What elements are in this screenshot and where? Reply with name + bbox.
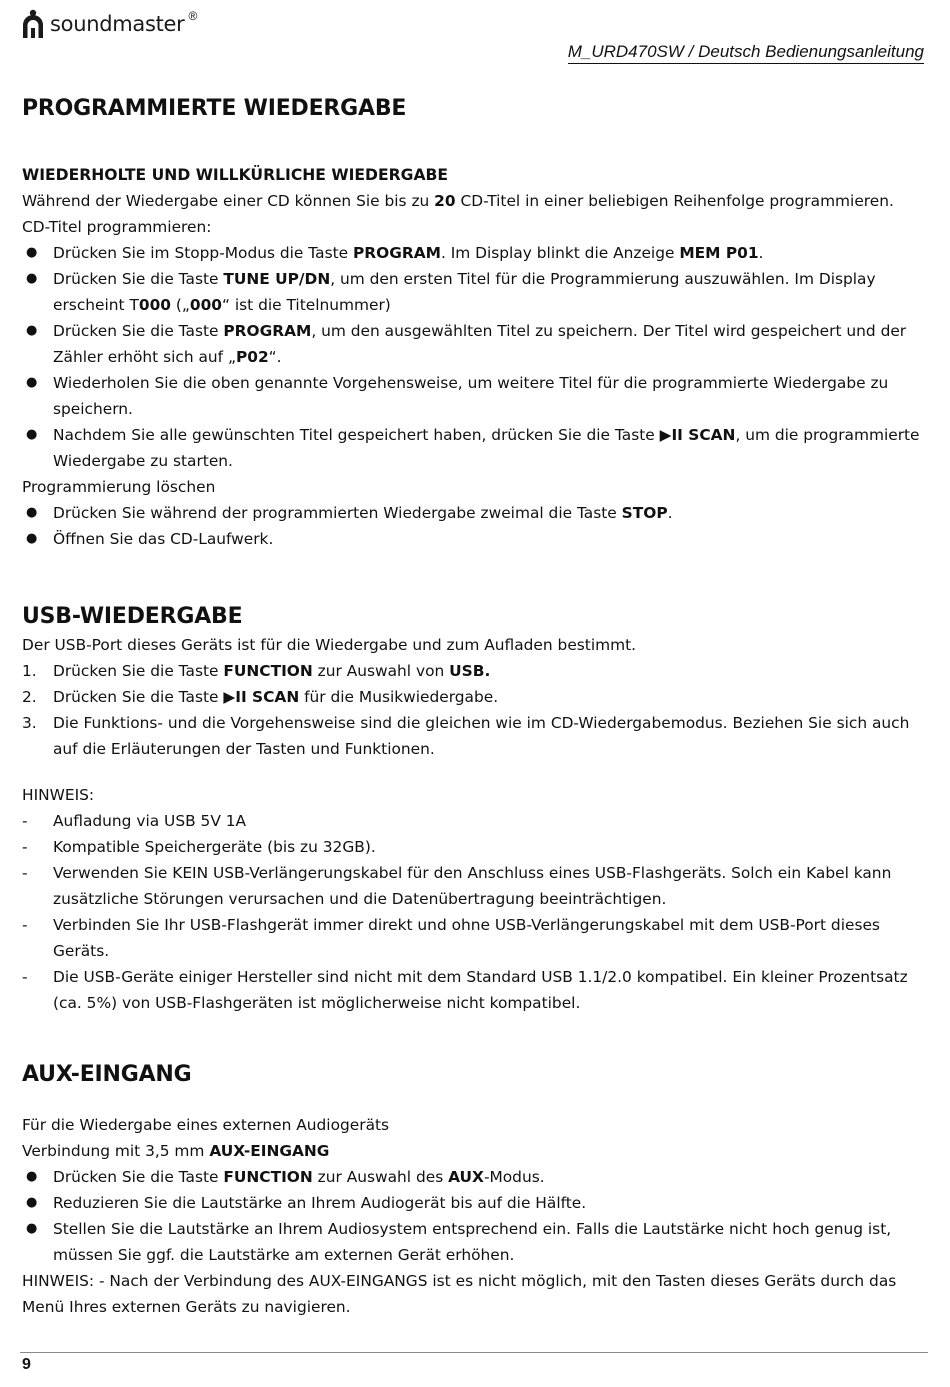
program-steps-list bbox=[22, 240, 932, 474]
list-item: ● Drücken Sie die Taste PROGRAM, um den ausgewählten Titel zu speichern. Der Titel wird gespeichert und der Zähler erhöht sich auf „P02“. bbox=[22, 318, 932, 370]
paragraph-aux-connection: Verbindung mit 3,5 mm AUX-EINGANG bbox=[22, 1142, 330, 1160]
list-item: ● Wiederholen Sie die oben genannte Vorgehensweise, um weitere Titel für die programmierte Wiedergabe zu speichern. bbox=[22, 370, 932, 422]
bullet-icon: ● bbox=[26, 245, 38, 260]
soundmaster-logo-icon bbox=[20, 8, 46, 40]
section-title-usb-playback: USB-WIEDERGABE bbox=[22, 604, 243, 629]
list-item: ● Reduzieren Sie die Lautstärke an Ihrem Audiogerät bis auf die Hälfte. bbox=[22, 1190, 932, 1216]
footer-divider bbox=[20, 1352, 928, 1353]
label-program-tracks: CD-Titel programmieren: bbox=[22, 218, 212, 236]
page-content bbox=[22, 94, 932, 1320]
list-item: - Die USB-Geräte einiger Hersteller sind nicht mit dem Standard USB 1.1/2.0 kompatibel. Ein kleiner Prozentsatz (ca. 5%) von USB-Flashgeräten ist möglicherweise nicht kompatibel. bbox=[22, 968, 908, 1012]
paragraph-usb-intro: Der USB-Port dieses Geräts ist für die Wiedergabe und zum Aufladen bestimmt. bbox=[22, 636, 637, 654]
bullet-icon: ● bbox=[26, 323, 38, 338]
bullet-icon: ● bbox=[26, 1195, 38, 1210]
list-item: 2. Drücken Sie die Taste ▶II SCAN für die Musikwiedergabe. bbox=[22, 688, 499, 706]
paragraph-intro: Während der Wiedergabe einer CD können Sie bis zu 20 CD-Titel in einer beliebigen Reihenfolge programmieren. bbox=[22, 192, 894, 210]
list-item: - Aufladung via USB 5V 1A bbox=[22, 812, 247, 830]
brand-logo bbox=[20, 8, 197, 40]
bullet-icon: ● bbox=[26, 271, 38, 286]
page-number: 9 bbox=[22, 1356, 31, 1373]
brand-name: soundmaster bbox=[50, 12, 185, 36]
list-item: 3. Die Funktions- und die Vorgehensweise sind die gleichen wie im CD-Wiedergabemodus. Beziehen Sie sich auch auf die Erläuterungen der Tasten und Funktionen. bbox=[22, 714, 910, 758]
list-item: 1. Drücken Sie die Taste FUNCTION zur Auswahl von USB. bbox=[22, 662, 491, 680]
document-identifier: M_URD470SW / Deutsch Bedienungsanleitung bbox=[568, 42, 924, 64]
section-title-programmed-playback: PROGRAMMIERTE WIEDERGABE bbox=[22, 96, 407, 121]
list-item: ● Drücken Sie während der programmierten Wiedergabe zweimal die Taste STOP. bbox=[22, 500, 932, 526]
list-item: ● Stellen Sie die Lautstärke an Ihrem Audiosystem entsprechend ein. Falls die Lautstärke nicht hoch genug ist, müssen Sie ggf. die Lautstärke am externen Gerät erhöhen. bbox=[22, 1216, 932, 1268]
usb-steps-list bbox=[22, 658, 932, 762]
bullet-icon: ● bbox=[26, 1221, 38, 1236]
list-item: ● Nachdem Sie alle gewünschten Titel gespeichert haben, drücken Sie die Taste ▶II SCAN, um die programmierte Wiedergabe zu starten. bbox=[22, 422, 932, 474]
bullet-icon: ● bbox=[26, 427, 38, 442]
aux-note: HINWEIS: - Nach der Verbindung des AUX-EINGANGS ist es nicht möglich, mit den Tasten dieses Geräts durch das Menü Ihres externen Geräts zu navigieren. bbox=[22, 1272, 897, 1316]
aux-steps-list bbox=[22, 1164, 932, 1268]
list-item: ● Drücken Sie die Taste FUNCTION zur Auswahl des AUX-Modus. bbox=[22, 1164, 932, 1190]
play-pause-scan-key: ▶II SCAN bbox=[659, 426, 736, 444]
list-item: - Kompatible Speichergeräte (bis zu 32GB). bbox=[22, 838, 376, 856]
play-pause-scan-key: ▶II SCAN bbox=[223, 688, 300, 706]
list-item: ● Drücken Sie im Stopp-Modus die Taste PROGRAM. Im Display blinkt die Anzeige MEM P01. bbox=[22, 240, 932, 266]
list-item: ● Öffnen Sie das CD-Laufwerk. bbox=[22, 526, 932, 552]
bullet-icon: ● bbox=[26, 505, 38, 520]
registered-mark: ® bbox=[188, 9, 198, 23]
list-item: - Verbinden Sie Ihr USB-Flashgerät immer direkt und ohne USB-Verlängerungskabel mit dem USB-Port dieses Geräts. bbox=[22, 916, 880, 960]
section-title-aux-input: AUX-EINGANG bbox=[22, 1062, 192, 1087]
paragraph-aux-intro: Für die Wiedergabe eines externen Audiogeräts bbox=[22, 1116, 390, 1134]
usb-notes-list bbox=[22, 808, 932, 1016]
list-item: - Verwenden Sie KEIN USB-Verlängerungskabel für den Anschluss eines USB-Flashgeräts. Solch ein Kabel kann zusätzliche Störungen verursachen und die Datenübertragung beeinträchtigen. bbox=[22, 864, 892, 908]
list-item: ● Drücken Sie die Taste TUNE UP/DN, um den ersten Titel für die Programmierung auszuwählen. Im Display erscheint T000 („000“ ist die Titelnummer) bbox=[22, 266, 932, 318]
subsection-title-repeat-random: WIEDERHOLTE UND WILLKÜRLICHE WIEDERGABE bbox=[22, 166, 449, 184]
label-delete-program: Programmierung löschen bbox=[22, 478, 216, 496]
bullet-icon: ● bbox=[26, 375, 38, 390]
bullet-icon: ● bbox=[26, 531, 38, 546]
delete-steps-list bbox=[22, 500, 932, 552]
bullet-icon: ● bbox=[26, 1169, 38, 1184]
note-label: HINWEIS: bbox=[22, 786, 95, 804]
